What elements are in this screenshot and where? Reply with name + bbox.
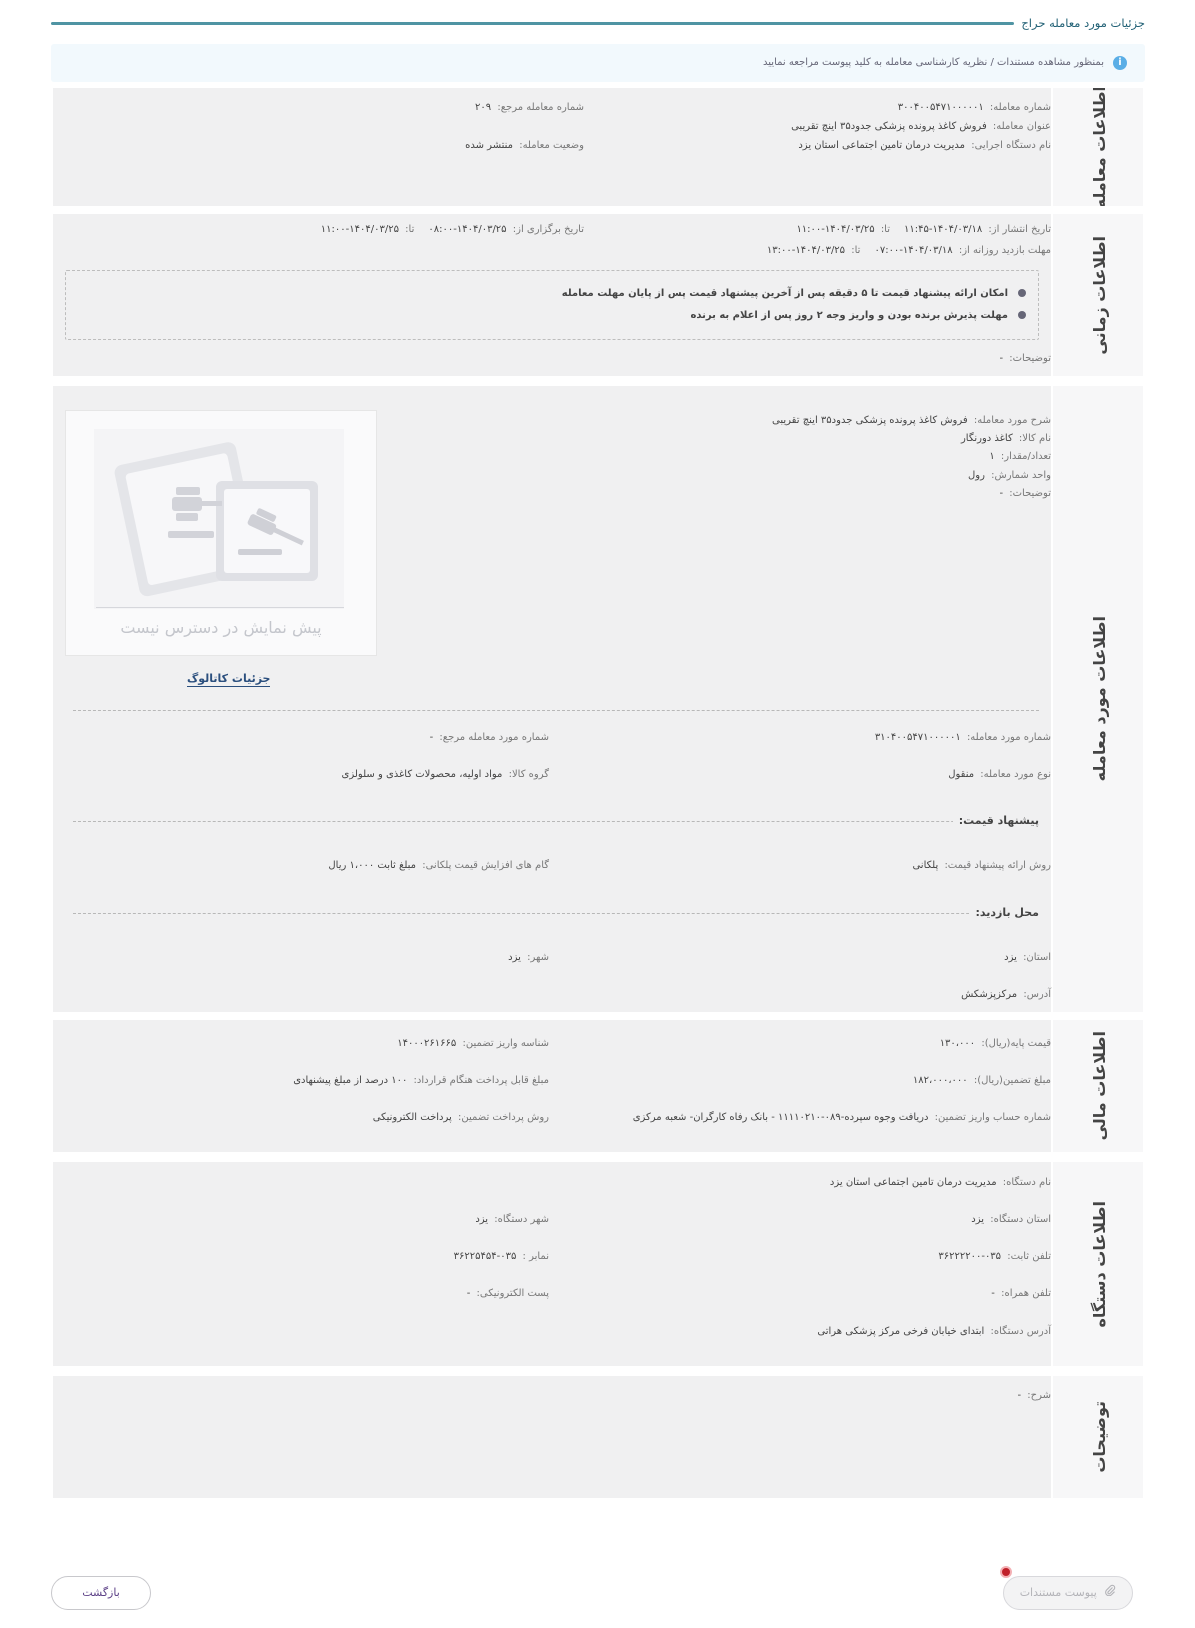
- field-address: آدرس: مرکزپزشکش: [961, 989, 1051, 1000]
- field-city: شهر: یزد: [508, 952, 549, 963]
- section-item-info: [51, 384, 1145, 1014]
- field-deal-org: نام دستگاه اجرایی: مدیریت درمان تامین اجتماعی استان یزد: [798, 140, 1051, 151]
- section-tab: [1053, 384, 1145, 1014]
- section-organization-info: [51, 1160, 1145, 1368]
- section-body: [51, 86, 1051, 208]
- info-text: بمنظور مشاهده مستندات / نظریه کارشناسی معامله به کلید پیوست مراجعه نمایید: [763, 57, 1104, 68]
- gavel-placeholder-icon: [64, 411, 376, 611]
- field-deal-title: عنوان معامله: فروش کاغذ پرونده پزشکی جدود۳۵ اینچ تقریبی: [791, 121, 1051, 132]
- field-quantity: تعداد/مقدار: ۱: [989, 451, 1051, 462]
- divider: [73, 913, 1039, 914]
- field-base-price: قیمت پایه(ریال): ۱۳۰،۰۰۰: [939, 1038, 1051, 1049]
- field-org-city: شهر دستگاه: یزد: [475, 1214, 549, 1225]
- bullet-icon: [1018, 311, 1026, 319]
- field-notes-description: شرح: -: [1017, 1390, 1051, 1401]
- section-financial-info: [51, 1018, 1145, 1154]
- field-guarantee-account: شماره حساب واریز تضمین: دریافت وجوه سپرده-۰۸۹-۱۱۱۱۰۲۱۰ - بانک رفاه کارگران- شعبه مرکزی: [632, 1112, 1051, 1123]
- field-item-description: شرح مورد معامله: فروش کاغذ پرونده پزشکی جدود۳۵ اینچ تقریبی: [772, 415, 1051, 426]
- section-tab: [1053, 1160, 1145, 1368]
- section-body: [51, 1018, 1051, 1154]
- header-divider: [51, 22, 1014, 25]
- field-item-type: نوع مورد معامله: منقول: [948, 769, 1051, 780]
- field-guarantee-id: شناسه واریز تضمین: ۱۴۰۰۰۲۶۱۶۶۵: [397, 1038, 549, 1049]
- section-notes: [51, 1374, 1145, 1500]
- field-item-notes: توضیحات: -: [999, 488, 1051, 499]
- field-goods-group: گروه کالا: مواد اولیه، محصولات کاغذی و سلولزی: [341, 769, 549, 780]
- field-item-ref: شماره مورد معامله مرجع: -: [429, 732, 549, 743]
- field-deal-number: شماره معامله: ۳۰۰۴۰۰۵۴۷۱۰۰۰۰۰۱: [897, 102, 1051, 113]
- paperclip-icon: [1104, 1577, 1116, 1609]
- catalog-preview: [65, 410, 377, 656]
- info-icon: i: [1113, 56, 1127, 70]
- field-org-province: استان دستگاه: یزد: [971, 1214, 1051, 1225]
- divider: [73, 710, 1039, 711]
- field-hold-date: تاریخ برگزاری از: ۱۴۰۴/۰۳/۲۵-۰۸:۰۰تا: ۱۴۰۴/۰۳/۲۵-۱۱:۰۰: [320, 224, 584, 235]
- notification-badge: [1000, 1566, 1012, 1578]
- catalog-details-link[interactable]: جزئیات کاتالوگ: [187, 672, 271, 685]
- rule-item: امکان ارائه پیشنهاد قیمت تا ۵ دقیقه پس از آخرین پیشنهاد قیمت پس از پایان مهلت معامله: [562, 288, 1026, 299]
- auction-rules-box: [65, 270, 1039, 340]
- bullet-icon: [1018, 289, 1026, 297]
- back-button[interactable]: بازگشت: [51, 1576, 151, 1610]
- field-price-steps: گام های افزایش قیمت پلکانی: مبلغ ثابت ۱،۰۰۰ ریال: [328, 860, 549, 871]
- section-tab: [1053, 1018, 1145, 1154]
- section-title: اطلاعات معامله: [1089, 85, 1109, 209]
- visit-location-title: محل بازدید:: [969, 906, 1039, 919]
- section-tab: [1053, 212, 1145, 378]
- field-guarantee-amount: مبلغ تضمین(ریال): ۱۸۲،۰۰۰،۰۰۰: [912, 1075, 1051, 1086]
- attach-label: پیوست مستندات: [1019, 1586, 1097, 1599]
- section-body: [51, 384, 1051, 1014]
- field-offer-method: روش ارائه پیشنهاد قیمت: پلکانی: [912, 860, 1051, 871]
- section-deal-info: [51, 86, 1145, 208]
- field-org-phone: تلفن ثابت: ۰۳۵-۳۶۲۲۲۲۰۰: [938, 1251, 1051, 1262]
- field-org-fax: نمابر : ۰۳۵-۳۶۲۲۵۴۵۴: [453, 1251, 549, 1262]
- info-banner: [51, 44, 1145, 82]
- section-title: اطلاعات مالی: [1089, 1031, 1109, 1141]
- field-province: استان: یزد: [1004, 952, 1051, 963]
- section-body: [51, 212, 1051, 378]
- field-publish-date: تاریخ انتشار از: ۱۴۰۴/۰۳/۱۸-۱۱:۴۵تا: ۱۴۰۴/۰۳/۲۵-۱۱:۰۰: [796, 224, 1051, 235]
- field-payable-amount: مبلغ قابل پرداخت هنگام قرارداد: ۱۰۰ درصد از مبلغ پیشنهادی: [293, 1075, 549, 1086]
- field-goods-name: نام کالا: کاغذ دورنگار: [960, 433, 1051, 444]
- field-org-name: نام دستگاه: مدیریت درمان تامین اجتماعی استان یزد: [829, 1177, 1051, 1188]
- field-org-address: آدرس دستگاه: ابتدای خیابان فرخی مرکز پزشکی هراتی: [817, 1326, 1051, 1337]
- section-timing-info: [51, 212, 1145, 378]
- section-body: [51, 1374, 1051, 1500]
- attach-documents-button[interactable]: [1003, 1576, 1133, 1610]
- section-title: اطلاعات زمانی: [1089, 235, 1109, 355]
- field-unit: واحد شمارش: رول: [968, 470, 1051, 481]
- field-org-email: پست الکترونیکی: -: [466, 1288, 549, 1299]
- field-timing-description: توضیحات: -: [999, 353, 1051, 364]
- section-tab: [1053, 86, 1145, 208]
- section-title: اطلاعات مورد معامله: [1089, 616, 1109, 782]
- field-deal-status: وضعیت معامله: منتشر شده: [465, 140, 584, 151]
- price-offer-title: پیشنهاد قیمت:: [953, 814, 1039, 827]
- field-payment-method: روش پرداخت تضمین: پرداخت الکترونیکی: [372, 1112, 549, 1123]
- section-title: توضیحات: [1089, 1401, 1109, 1473]
- field-item-number: شماره مورد معامله: ۳۱۰۴۰۰۵۴۷۱۰۰۰۰۰۱: [874, 732, 1051, 743]
- divider: [73, 821, 1039, 822]
- section-tab: [1053, 1374, 1145, 1500]
- section-title: اطلاعات دستگاه: [1089, 1200, 1109, 1328]
- field-org-mobile: تلفن همراه: -: [991, 1288, 1051, 1299]
- page-title: جزئیات مورد معامله حراج: [1021, 16, 1145, 30]
- rule-item: مهلت پذیرش برنده بودن و واریز وجه ۲ روز پس از اعلام به برنده: [690, 310, 1026, 321]
- field-deal-ref: شماره معامله مرجع: ۲۰۹: [475, 102, 584, 113]
- section-body: [51, 1160, 1051, 1368]
- preview-caption: پیش نمایش در دسترس نیست: [120, 618, 322, 637]
- field-visit-time: مهلت بازدید روزانه از: ۱۴۰۴/۰۳/۱۸-۰۷:۰۰تا: ۱۴۰۴/۰۳/۲۵-۱۳:۰۰: [766, 245, 1051, 256]
- page-header: [51, 14, 1145, 34]
